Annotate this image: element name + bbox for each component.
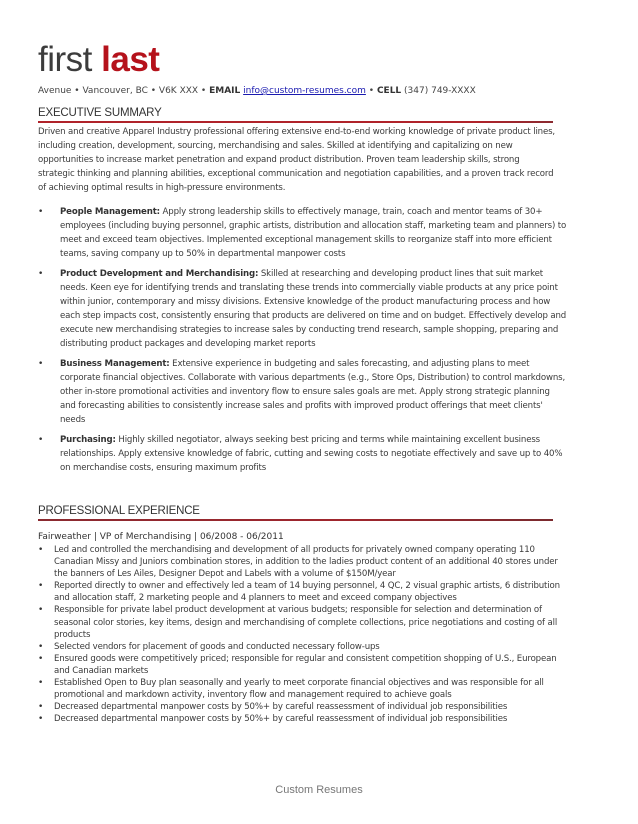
job-header: [38, 531, 284, 543]
last-name: last: [101, 40, 160, 79]
responsibility-text: Established Open to Buy plan seasonally and yearly to meet corporate financial objectives and was responsible for all promotional and markdown activity, inventory flow and management required to achieve goals: [54, 678, 544, 701]
responsibility-text: Led and controlled the merchandising and development of all products for privately owned company operating 110 Canadian Missy and Juniors combination stores, in addition to the ladies product content of an additional 40 stores under the banners of Les Ailes, Designer Depot and Labels with a volume of $150M/year: [54, 545, 558, 580]
company-name: Fairweather: [38, 532, 91, 542]
cell-number: (347) 749-XXXX: [404, 86, 476, 96]
separator: •: [365, 86, 377, 96]
competency-label: Purchasing:: [60, 435, 116, 445]
address: Avenue • Vancouver, BC • V6K XXX •: [38, 86, 210, 96]
job-responsibilities-list: [38, 544, 563, 725]
competency-label: People Management:: [60, 207, 160, 217]
responsibility-text: Reported directly to owner and effectively led a team of 14 buying personnel, 4 QC, 2 visual graphic artists, 6 distribution and allocation staff, 2 marketing people and 4 planners to meet and exceed company objectives: [54, 581, 560, 604]
summary-paragraph: Driven and creative Apparel Industry professional offering extensive end-to-end working knowledge of private product lines, including creation, development, sourcing, merchandising and sales. Skilled at identifying and capitalizing on new opportunities to increase market penetration and expand product distribution. Proven team leadership skills, strong strategic thinking and planning abilities, exceptional communication and negotiation capabilities, and a proven track record of achieving optimal results in high-pressure environments.: [38, 127, 556, 193]
list-item: [38, 267, 568, 351]
candidate-name: [38, 40, 159, 80]
competency-text: Skilled at researching and developing product lines that suit market needs. Keen eye for identifying trends and translating these trends into commercially viable products at any price point within junior, contemporary and missy divisions. Extensive knowledge of the product manufacturing process and how each step impacts cost, consistently ensuring that products are delivered on time and on budget. Effectively develop and execute new merchandising strategies to increase sales by conducting trend research, sample shopping, preparing and distributing product packages and developing market reports: [60, 269, 567, 349]
list-item: [38, 701, 563, 713]
list-item: [38, 677, 563, 701]
list-item: [38, 357, 568, 427]
bullet-icon: •: [38, 678, 44, 689]
email-link[interactable]: info@custom-resumes.com: [243, 86, 366, 96]
bullet-icon: •: [38, 581, 44, 592]
bullet-icon: •: [38, 714, 44, 725]
executive-summary-heading: EXECUTIVE SUMMARY: [38, 107, 162, 119]
competency-text: Apply strong leadership skills to effectively manage, train, coach and mentor teams of 30+ employees (including buying personnel, graphic artists, distribution and allocation staff, marketing team and planners) to meet and exceed team objectives. Implemented exceptional management skills to reorganize staff into more efficient teams, saving company up to 50% in departmental manpower costs: [60, 207, 567, 259]
responsibility-text: Selected vendors for placement of goods and conducted necessary follow-ups: [54, 641, 380, 652]
bullet-icon: •: [38, 207, 44, 217]
competency-text: Extensive experience in budgeting and sales forecasting, and adjusting plans to meet corporate financial objectives. Collaborate with various departments (e.g., Store Ops, Distribution) to control markdowns, other in-store promotional activities and inventory flow to ensure sales goals are met. Apply strong strategic planning and forecasting abilities to consistently increase sales and profits with improved product offerings that meet clients' needs: [60, 359, 566, 425]
core-competencies-list: [38, 205, 568, 475]
contact-line: [38, 85, 628, 97]
list-item: [38, 604, 563, 640]
job-title-dates: | VP of Merchandising | 06/2008 - 06/2011: [90, 532, 284, 542]
bullet-icon: •: [38, 641, 44, 652]
bullet-icon: •: [38, 545, 44, 555]
responsibility-text: Responsible for private label product development at various budgets; responsible for selection and determination of seasonal color stories, key items, design and merchandising of complete collections, price negotiations and costing of all products: [54, 605, 558, 640]
responsibility-text: Ensured goods were competitively priced; responsible for regular and consistent competition shopping of U.S., European and Canadian markets: [54, 653, 557, 676]
footer-watermark: Custom Resumes: [275, 784, 363, 796]
professional-experience-heading: PROFESSIONAL EXPERIENCE: [38, 505, 200, 517]
list-item: [38, 641, 563, 653]
list-item: [38, 653, 563, 677]
email-label: EMAIL: [209, 86, 241, 96]
bullet-icon: •: [38, 605, 44, 616]
section-divider: [38, 121, 553, 123]
competency-text: Highly skilled negotiator, always seeking best pricing and terms while maintaining excellent business relationships. Apply extensive knowledge of fabric, cutting and sewing costs to negotiate effectively and save up to 40% on merchandise costs, ensuring maximum profits: [60, 435, 563, 473]
cell-label: CELL: [376, 86, 402, 96]
bullet-icon: •: [38, 435, 44, 445]
responsibility-text: Decreased departmental manpower costs by 50%+ by careful reassessment of individual job responsibilities: [54, 702, 508, 713]
section-divider: [38, 519, 553, 521]
list-item: [38, 713, 563, 725]
list-item: [38, 544, 563, 580]
bullet-icon: •: [38, 653, 44, 664]
list-item: [38, 433, 568, 475]
bullet-icon: •: [38, 702, 44, 713]
list-item: [38, 580, 563, 604]
bullet-icon: •: [38, 359, 44, 369]
list-item: [38, 205, 568, 261]
responsibility-text: Decreased departmental manpower costs by 50%+ by careful reassessment of individual job responsibilities: [54, 714, 508, 725]
competency-label: Product Development and Merchandising:: [60, 269, 259, 279]
first-name: first: [38, 40, 92, 79]
bullet-icon: •: [38, 269, 44, 279]
competency-label: Business Management:: [60, 359, 170, 369]
